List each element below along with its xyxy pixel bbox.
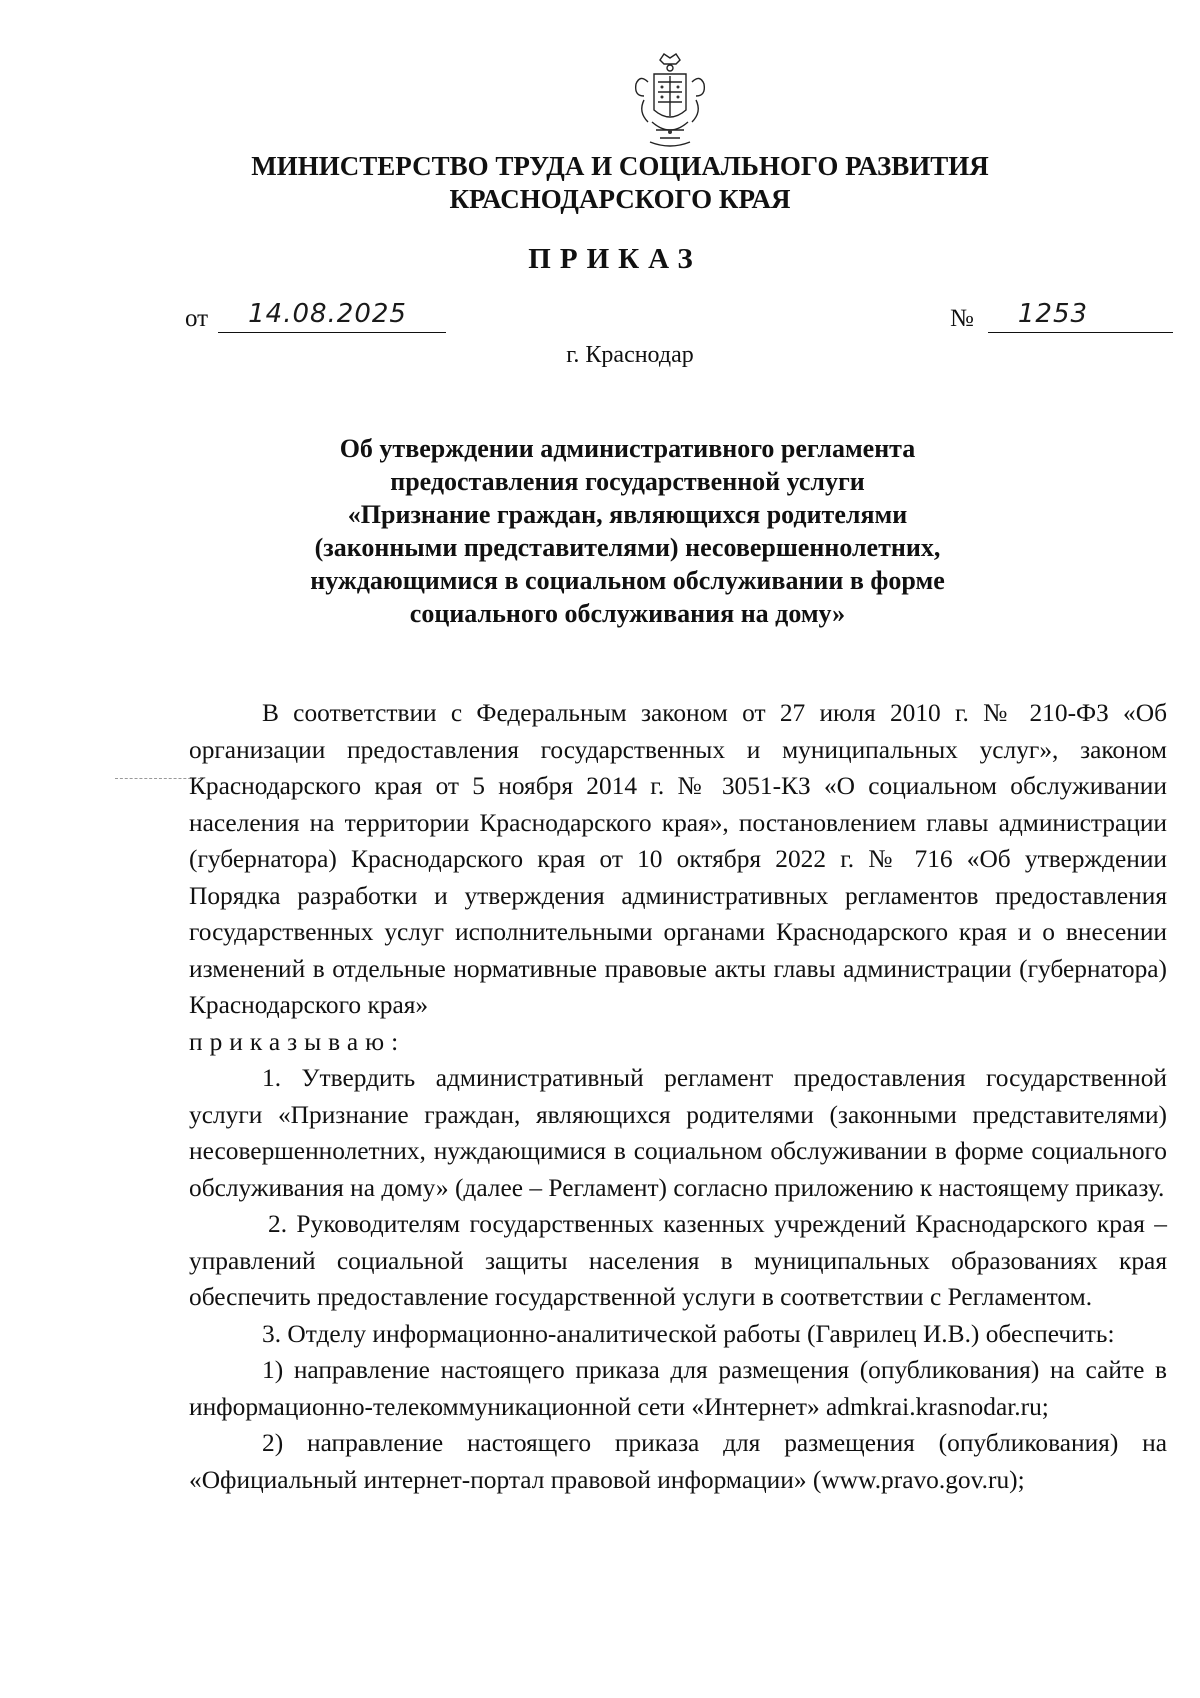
ministry-name <box>0 150 1200 216</box>
prikazyvayu: приказываю: <box>189 1027 406 1056</box>
city: г. Краснодар <box>566 342 694 368</box>
item-2-paragraph: 2. Руководителям государственных казенных учреждений Краснодарского края – управлений социальной защиты населения в муниципальных образованиях края обеспечить предоставление государственной услуги в соответствии с Регламентом. <box>189 1210 1167 1311</box>
date-prefix: от <box>185 305 209 332</box>
order-date-row <box>185 299 446 333</box>
item-3-paragraph: 3. Отделу информационно-аналитической работы (Гаврилец И.В.) обеспечить: <box>262 1319 1115 1348</box>
subject-line: предоставления государственной услуги <box>390 467 865 496</box>
subject-line: социального обслуживания на дому» <box>409 599 846 628</box>
document-type: ПРИКАЗ <box>528 243 702 275</box>
item-1-paragraph: 1. Утвердить административный регламент предоставления государственной услуги «Признание граждан, являющихся родителями (законными представителями) несовершеннолетних, нуждающимися в социальном обслуживании в форме социального обслуживания на дому» (далее – Регламент) согласно приложению к настоящему приказу. <box>189 1064 1167 1202</box>
handwritten-number: 1253 <box>1017 299 1089 329</box>
order-subject <box>0 432 1200 630</box>
coat-of-arms-emblem <box>630 52 710 152</box>
order-body <box>189 695 1167 1498</box>
subject-line: (законными представителями) несовершеннолетних, <box>314 533 941 562</box>
item-3-1-paragraph: 1) направление настоящего приказа для размещения (опубликования) на сайте в информационно-телекоммуникационной сети «Интернет» admkrai.krasnodar.ru; <box>189 1356 1167 1421</box>
number-prefix: № <box>950 305 974 332</box>
date-underline <box>218 299 446 333</box>
preamble-paragraph: В соответствии с Федеральным законом от 27 июля 2010 г. № 210-ФЗ «Об организации предоставления государственных и муниципальных услуг», законом Краснодарского края от 5 ноября 2014 г. № 3051-КЗ «О социальном обслуживании населения на территории Краснодарского края», постановлением главы администрации (губернатора) Краснодарского края от 10 октября 2022 г. № 716 «Об утверждении Порядка разработки и утверждения административных регламентов предоставления государственных услуг исполнительными органами Краснодарского края и о внесении изменений в отдельные нормативные правовые акты главы администрации (губернатора) Краснодарского края» <box>189 699 1167 1019</box>
order-number-row <box>950 299 1173 333</box>
subject-line: «Признание граждан, являющихся родителями <box>347 500 908 529</box>
handwritten-date: 14.08.2025 <box>248 299 407 329</box>
subject-line: Об утверждении административного регламента <box>339 434 916 463</box>
ministry-line-1: МИНИСТЕРСТВО ТРУДА И СОЦИАЛЬНОГО РАЗВИТИЯ <box>251 151 989 181</box>
subject-line: нуждающимися в социальном обслуживании в форме <box>310 566 945 595</box>
number-underline <box>988 299 1173 333</box>
ministry-line-2: КРАСНОДАРСКОГО КРАЯ <box>449 184 791 214</box>
item-3-2-paragraph: 2) направление настоящего приказа для размещения (опубликования) на «Официальный интернет-портал правовой информации» (www.pravo.gov.ru); <box>189 1429 1167 1494</box>
